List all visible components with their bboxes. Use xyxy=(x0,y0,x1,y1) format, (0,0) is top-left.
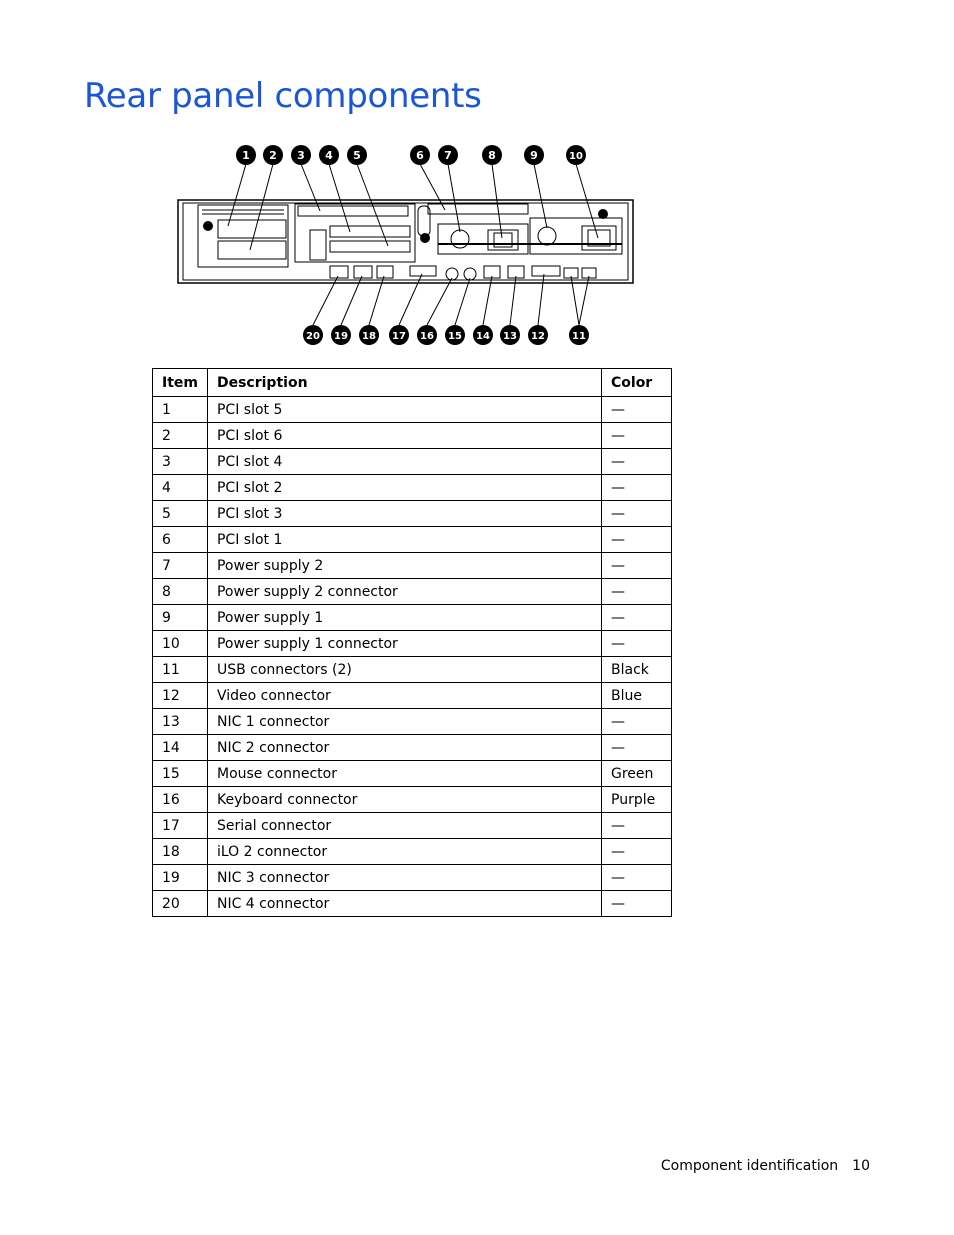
callout-label: 4 xyxy=(325,149,333,162)
header-color: Color xyxy=(602,369,672,397)
callout-4 xyxy=(319,145,339,165)
callout-7 xyxy=(438,145,458,165)
cell-description: PCI slot 2 xyxy=(207,475,601,501)
cell-description: NIC 1 connector xyxy=(207,709,601,735)
callout-label: 7 xyxy=(444,149,452,162)
cell-item: 18 xyxy=(153,839,208,865)
callout-14 xyxy=(473,325,493,345)
cell-description: Power supply 1 connector xyxy=(207,631,601,657)
callout-label: 16 xyxy=(420,331,434,342)
cell-color: — xyxy=(602,813,672,839)
table-row xyxy=(153,865,672,891)
cell-color: — xyxy=(602,709,672,735)
callout-15 xyxy=(445,325,465,345)
table-header-row xyxy=(153,369,672,397)
rear-panel-diagram xyxy=(170,138,640,353)
cell-color: — xyxy=(602,423,672,449)
cell-color: Black xyxy=(602,657,672,683)
cell-description: PCI slot 1 xyxy=(207,527,601,553)
cell-item: 1 xyxy=(153,397,208,423)
callout-label: 18 xyxy=(362,331,376,342)
table-row xyxy=(153,449,672,475)
callout-19 xyxy=(331,325,351,345)
cell-color: — xyxy=(602,631,672,657)
table-row xyxy=(153,397,672,423)
table-row xyxy=(153,423,672,449)
cell-description: PCI slot 4 xyxy=(207,449,601,475)
cell-description: Keyboard connector xyxy=(207,787,601,813)
table-row xyxy=(153,527,672,553)
cell-item: 9 xyxy=(153,605,208,631)
cell-color: — xyxy=(602,475,672,501)
cell-item: 4 xyxy=(153,475,208,501)
cell-color: — xyxy=(602,839,672,865)
callout-label: 10 xyxy=(569,151,583,162)
cell-description: Video connector xyxy=(207,683,601,709)
table-body xyxy=(153,397,672,917)
cell-item: 16 xyxy=(153,787,208,813)
callout-label: 8 xyxy=(488,149,496,162)
callout-8 xyxy=(482,145,502,165)
cell-description: iLO 2 connector xyxy=(207,839,601,865)
components-table xyxy=(152,368,672,917)
cell-color: — xyxy=(602,527,672,553)
callout-label: 3 xyxy=(297,149,305,162)
cell-description: PCI slot 6 xyxy=(207,423,601,449)
callout-1 xyxy=(236,145,256,165)
page-title: Rear panel components xyxy=(84,76,482,116)
cell-description: USB connectors (2) xyxy=(207,657,601,683)
page-footer xyxy=(661,1158,870,1174)
callout-label: 14 xyxy=(476,331,490,342)
callout-3 xyxy=(291,145,311,165)
header-item: Item xyxy=(153,369,208,397)
table-row xyxy=(153,709,672,735)
cell-item: 13 xyxy=(153,709,208,735)
cell-item: 5 xyxy=(153,501,208,527)
table-row xyxy=(153,761,672,787)
cell-color: Purple xyxy=(602,787,672,813)
cell-color: — xyxy=(602,449,672,475)
table-row xyxy=(153,631,672,657)
header-description: Description xyxy=(207,369,601,397)
callout-label: 9 xyxy=(530,149,538,162)
callout-12 xyxy=(528,325,548,345)
callout-13 xyxy=(500,325,520,345)
footer-section: Component identification xyxy=(660,1158,839,1174)
cell-color: — xyxy=(602,735,672,761)
cell-item: 15 xyxy=(153,761,208,787)
cell-description: Power supply 1 xyxy=(207,605,601,631)
cell-color: — xyxy=(602,891,672,917)
callout-label: 20 xyxy=(306,331,320,342)
table-row xyxy=(153,735,672,761)
table-row xyxy=(153,839,672,865)
table-row xyxy=(153,475,672,501)
callout-10 xyxy=(566,145,586,165)
callout-label: 11 xyxy=(572,331,586,342)
cell-description: PCI slot 5 xyxy=(207,397,601,423)
cell-item: 7 xyxy=(153,553,208,579)
cell-color: — xyxy=(602,865,672,891)
cell-description: NIC 3 connector xyxy=(207,865,601,891)
table-row xyxy=(153,891,672,917)
table-row xyxy=(153,605,672,631)
cell-item: 20 xyxy=(153,891,208,917)
page-number: 10 xyxy=(852,1158,870,1174)
cell-color: Green xyxy=(602,761,672,787)
cell-color: Blue xyxy=(602,683,672,709)
cell-color: — xyxy=(602,397,672,423)
callout-17 xyxy=(389,325,409,345)
cell-description: Power supply 2 connector xyxy=(207,579,601,605)
table-row xyxy=(153,579,672,605)
server-chassis xyxy=(178,200,633,283)
cell-description: Power supply 2 xyxy=(207,553,601,579)
callout-5 xyxy=(347,145,367,165)
callout-label: 1 xyxy=(242,149,250,162)
table-row xyxy=(153,501,672,527)
callout-9 xyxy=(524,145,544,165)
cell-description: Mouse connector xyxy=(207,761,601,787)
callout-2 xyxy=(263,145,283,165)
callout-label: 12 xyxy=(531,331,545,342)
cell-description: Serial connector xyxy=(207,813,601,839)
table-row xyxy=(153,657,672,683)
callout-label: 19 xyxy=(334,331,348,342)
table-row xyxy=(153,683,672,709)
cell-color: — xyxy=(602,553,672,579)
cell-item: 17 xyxy=(153,813,208,839)
table-row xyxy=(153,787,672,813)
callout-16 xyxy=(417,325,437,345)
callout-20 xyxy=(303,325,323,345)
callout-label: 2 xyxy=(269,149,277,162)
cell-color: — xyxy=(602,605,672,631)
cell-description: NIC 2 connector xyxy=(207,735,601,761)
callout-11 xyxy=(569,325,589,345)
callout-label: 5 xyxy=(353,149,361,162)
cell-item: 12 xyxy=(153,683,208,709)
callout-18 xyxy=(359,325,379,345)
cell-description: NIC 4 connector xyxy=(207,891,601,917)
cell-item: 6 xyxy=(153,527,208,553)
callout-6 xyxy=(410,145,430,165)
cell-item: 14 xyxy=(153,735,208,761)
cell-description: PCI slot 3 xyxy=(207,501,601,527)
callout-label: 17 xyxy=(392,331,406,342)
table-row xyxy=(153,553,672,579)
cell-color: — xyxy=(602,579,672,605)
cell-item: 8 xyxy=(153,579,208,605)
cell-item: 2 xyxy=(153,423,208,449)
cell-color: — xyxy=(602,501,672,527)
table-row xyxy=(153,813,672,839)
callout-label: 13 xyxy=(503,331,517,342)
cell-item: 3 xyxy=(153,449,208,475)
callout-label: 15 xyxy=(448,331,462,342)
cell-item: 11 xyxy=(153,657,208,683)
cell-item: 19 xyxy=(153,865,208,891)
callout-label: 6 xyxy=(416,149,424,162)
cell-item: 10 xyxy=(153,631,208,657)
